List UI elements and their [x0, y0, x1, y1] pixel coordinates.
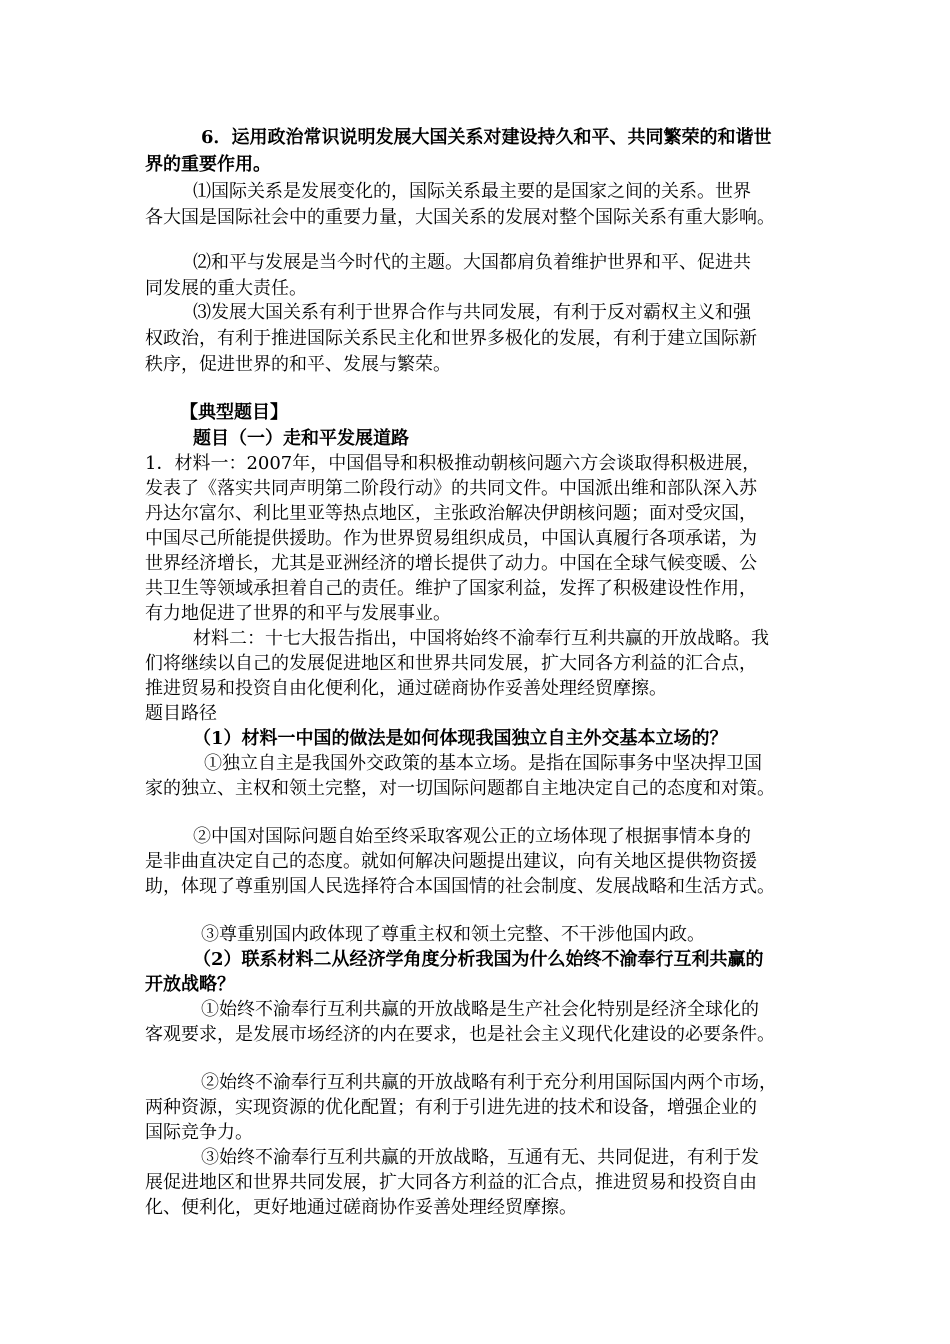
- paragraph-line: ⑵和平与发展是当今时代的主题。大国都肩负着维护世界和平、促进共: [193, 252, 751, 273]
- answer-line: 家的独立、主权和领土完整，对一切国际问题都自主地决定自己的态度和对策。: [145, 778, 775, 799]
- section-heading-line-1: 6．运用政治常识说明发展大国关系对建设持久和平、共同繁荣的和谐世: [201, 127, 772, 148]
- answer-line: ③始终不渝奉行互利共赢的开放战略，互通有无、共同促进，有利于发: [201, 1147, 759, 1168]
- paragraph-line: 秩序，促进世界的和平、发展与繁荣。: [145, 354, 451, 375]
- material-line: 推进贸易和投资自由化便利化，通过磋商协作妥善处理经贸摩擦。: [145, 678, 667, 699]
- question-title: 题目（一）走和平发展道路: [193, 428, 409, 449]
- answer-line: ②始终不渝奉行互利共赢的开放战略有利于充分利用国际国内两个市场，: [201, 1072, 777, 1093]
- material-line: 丹达尔富尔、利比里亚等热点地区，主张政治解决伊朗核问题；面对受灾国，: [145, 503, 757, 524]
- sub-question-2-line-1: （2）联系材料二从经济学角度分析我国为什么始终不渝奉行互利共赢的: [193, 949, 764, 970]
- answer-line: 展促进地区和世界共同发展，扩大同各方利益的汇合点，推进贸易和投资自由: [145, 1172, 757, 1193]
- answer-line: ①独立自主是我国外交政策的基本立场。是指在国际事务中坚决捍卫国: [204, 753, 762, 774]
- answer-line: ③尊重别国内政体现了尊重主权和领土完整、不干涉他国内政。: [201, 924, 705, 945]
- answer-line: 化、便利化，更好地通过磋商协作妥善处理经贸摩擦。: [145, 1197, 577, 1218]
- material-line: 中国尽己所能提供援助。作为世界贸易组织成员，中国认真履行各项承诺，为: [145, 528, 757, 549]
- section-heading-line-2: 界的重要作用。: [145, 154, 271, 175]
- answer-line: 国际竞争力。: [145, 1122, 253, 1143]
- path-label: 题目路径: [145, 703, 217, 724]
- material-line: 共卫生等领域承担着自己的责任。维护了国家利益，发挥了积极建设性作用，: [145, 578, 757, 599]
- material-line: 发表了《落实共同声明第二阶段行动》的共同文件。中国派出维和部队深入苏: [145, 478, 757, 499]
- paragraph-line: 各大国是国际社会中的重要力量，大国关系的发展对整个国际关系有重大影响。: [145, 207, 775, 228]
- material-line: 材料二：十七大报告指出，中国将始终不渝奉行互利共赢的开放战略。我: [193, 628, 769, 649]
- paragraph-line: ⑴国际关系是发展变化的，国际关系最主要的是国家之间的关系。世界: [193, 181, 751, 202]
- answer-line: ②中国对国际问题自始至终采取客观公正的立场体现了根据事情本身的: [193, 826, 751, 847]
- answer-line: 助，体现了尊重别国人民选择符合本国国情的社会制度、发展战略和生活方式。: [145, 876, 775, 897]
- sub-question-1: （1）材料一中国的做法是如何体现我国独立自主外交基本立场的？: [193, 728, 728, 749]
- paragraph-line: ⑶发展大国关系有利于世界合作与共同发展，有利于反对霸权主义和强: [193, 302, 751, 323]
- material-line: 们将继续以自己的发展促进地区和世界共同发展，扩大同各方利益的汇合点，: [145, 653, 757, 674]
- answer-line: 客观要求，是发展市场经济的内在要求，也是社会主义现代化建设的必要条件。: [145, 1024, 775, 1045]
- paragraph-line: 同发展的重大责任。: [145, 278, 307, 299]
- answer-line: 两种资源，实现资源的优化配置；有利于引进先进的技术和设备，增强企业的: [145, 1097, 757, 1118]
- material-line: 有力地促进了世界的和平与发展事业。: [145, 603, 451, 624]
- material-line: 1．材料一：2007年，中国倡导和积极推动朝核问题六方会谈取得积极进展，: [145, 453, 761, 474]
- typical-questions-label: 【典型题目】: [180, 402, 288, 423]
- paragraph-line: 权政治，有利于推进国际关系民主化和世界多极化的发展，有利于建立国际新: [145, 328, 757, 349]
- answer-line: ①始终不渝奉行互利共赢的开放战略是生产社会化特别是经济全球化的: [201, 999, 759, 1020]
- sub-question-2-line-2: 开放战略？: [145, 974, 235, 995]
- answer-line: 是非曲直决定自己的态度。就如何解决问题提出建议，向有关地区提供物资援: [145, 851, 757, 872]
- material-line: 世界经济增长，尤其是亚洲经济的增长提供了动力。中国在全球气候变暖、公: [145, 553, 757, 574]
